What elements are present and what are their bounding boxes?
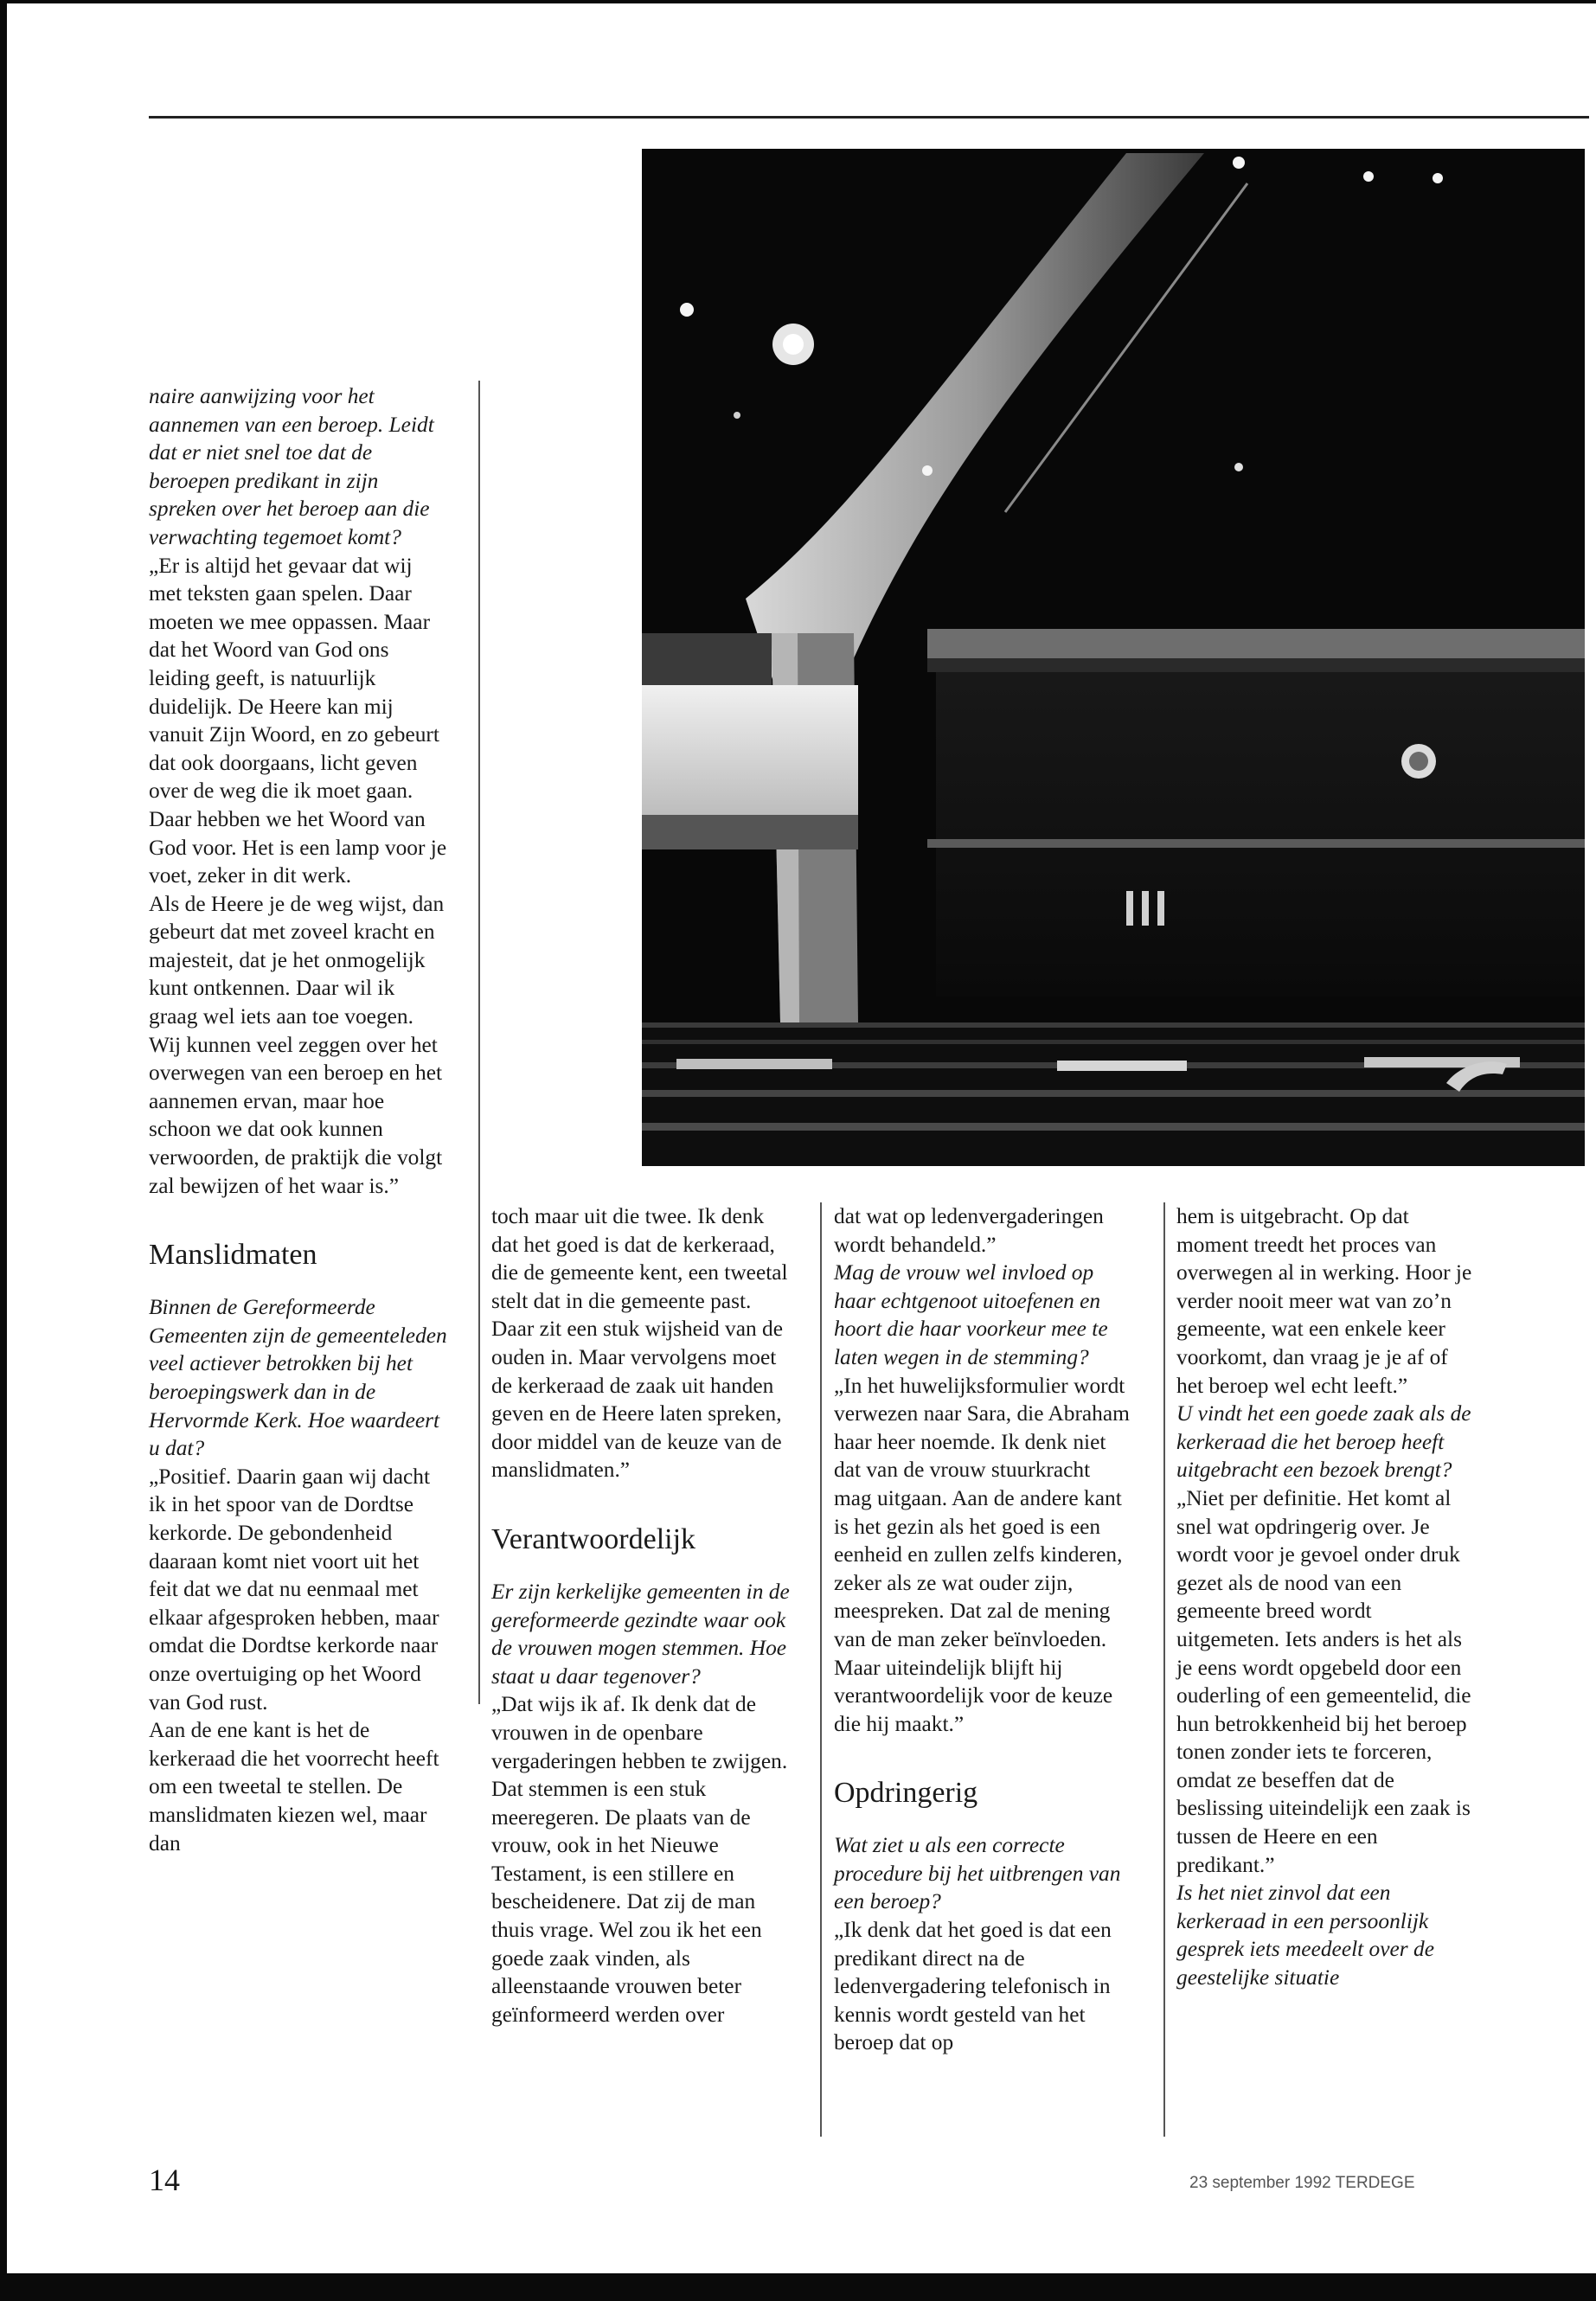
- answer-paragraph: Als de Heere je de weg wijst, dan gebeurt dat met zoveel kracht en majesteit, dat je het onmogelijk kunt ontkennen. Daar wil ik graag wel iets aan toe voegen. Wij kunnen veel zeggen over het overwegen van een beroep en het aannemen ervan, maar hoe schoon we dat ook kunnen verwoorden, de praktijk die volgt zal bewijzen of het waar is.”: [149, 891, 445, 1198]
- scan-edge-bottom: [0, 2273, 1596, 2301]
- section-heading: Manslidmaten: [149, 1239, 317, 1272]
- column-divider: [1163, 1202, 1165, 2137]
- answer-paragraph: „Dat wijs ik af. Ik denk dat de vrouwen in de openbare vergaderingen hebben te zwijgen. Dat stemmen is een stuk meeregeren. De plaats van de vrouw, ook in het Nieuwe Testament, is een stillere en bescheidenere. Dat zij de man thuis vrage. Wel zou ik het een goede zaak vinden, als alleenstaande vrouwen beter geïnformeerd werden over: [491, 1692, 788, 2027]
- question: U vindt het een goede zaak als de kerkeraad die het beroep heeft uitgebracht een bezoek brengt?: [1176, 1401, 1471, 1483]
- section-heading: Verantwoordelijk: [491, 1522, 696, 1555]
- question: Binnen de Gereformeerde Gemeenten zijn de gemeenteleden veel actiever betrokken bij het beroepingswerk dan in de Hervormde Kerk. Hoe waardeert u dat?: [149, 1295, 447, 1461]
- church-interior-illustration: [642, 149, 1585, 1166]
- scan-edge-left: [0, 0, 7, 2301]
- text-column-1: [149, 382, 447, 1857]
- section-heading: Opdringerig: [834, 1777, 978, 1810]
- text-column-2: [491, 1202, 790, 2029]
- question: Mag de vrouw wel invloed op haar echtgenoot uitoefenen en hoort die haar voorkeur mee te laten wegen in de stemming?: [834, 1260, 1108, 1369]
- column-divider: [478, 381, 480, 1704]
- answer-paragraph: „In het huwelijksformulier wordt verwezen naar Sara, die Abraham haar heer noemde. Ik denk niet dat van de vrouw stuurkracht mag uitgaan. Aan de andere kant is het gezin als het goed is een eenheid en zullen zelfs kinderen, zeker als ze wat ouder zijn, meespreken. Dat zal de mening van de man zeker beïnvloeden. Maar uiteindelijk blijft hij verantwoordelijk voor de keuze die hij maakt.”: [834, 1373, 1130, 1736]
- answer-paragraph: „Er is altijd het gevaar dat wij met teksten gaan spelen. Daar moeten we mee oppassen. Maar dat het Woord van God ons leiding geeft, is natuurlijk duidelijk. De Heere kan mij vanuit Zijn Woord, en zo gebeurt dat ook doorgaans, licht geven over de weg die ik moet gaan. Daar hebben we het Woord van God voor. Het is een lamp voor je voet, zeker in dit werk.: [149, 553, 447, 888]
- answer-paragraph: Aan de ene kant is het de kerkeraad die het voorrecht heeft om een tweetal te stellen. De manslidmaten kiezen wel, maar dan: [149, 1718, 439, 1856]
- question: Wat ziet u als een correcte procedure bij het uitbrengen van een beroep?: [834, 1833, 1121, 1914]
- answer-paragraph: hem is uitgebracht. Op dat moment treedt het proces van overwegen al in werking. Hoor je verder nooit meer wat van zo’n gemeente, wat een enkele keer voorkomt, dan vraag je je af of het beroep wel echt leeft.”: [1176, 1204, 1472, 1398]
- answer-paragraph: toch maar uit die twee. Ik denk dat het goed is dat de kerkeraad, die de gemeente kent, een tweetal stelt dat in die gemeente past. Daar zit een stuk wijsheid van de ouden in. Maar vervolgens moet de kerkeraad de zaak uit handen geven en de Heere laten spreken, door middel van de keuze van de manslidmaten.”: [491, 1204, 788, 1483]
- text-column-4: [1176, 1202, 1475, 1992]
- answer-paragraph: „Ik denk dat het goed is dat een predikant direct na de ledenvergadering telefonisch in kennis wordt gesteld van het beroep dat op: [834, 1918, 1112, 2055]
- church-interior-photo: [642, 149, 1585, 1166]
- page-number: 14: [149, 2163, 180, 2197]
- question: Er zijn kerkelijke gemeenten in de gereformeerde gezindte waar ook de vrouwen mogen stemmen. Hoe staat u daar tegenover?: [491, 1579, 790, 1689]
- answer-paragraph: dat wat op ledenvergaderingen wordt behandeld.”: [834, 1204, 1104, 1257]
- text-column-3: [834, 1202, 1132, 2057]
- issue-date-footer: 23 september 1992 TERDEGE: [1189, 2174, 1415, 2192]
- column-divider: [820, 1202, 822, 2137]
- answer-paragraph: „Positief. Daarin gaan wij dacht ik in het spoor van de Dordtse kerkorde. De gebondenheid daaraan komt niet voort uit het feit dat we dat nu eenmaal met elkaar afgesproken hebben, maar omdat die Dordtse kerkorde naar onze overtuiging op het Woord van God rust.: [149, 1464, 439, 1715]
- scan-edge-top: [0, 0, 1596, 3]
- answer-paragraph: „Niet per definitie. Het komt al snel wat opdringerig over. Je wordt voor je gevoel onder druk gezet als de nood van een gemeente breed wordt uitgemeten. Iets anders is het als je eens wordt opgebeld door een ouderling of een gemeentelid, die hun betrokkenheid bij het beroep tonen zonder iets te forceren, omdat ze beseffen dat de beslissing uiteindelijk een zaak is tussen de Heere en een predikant.”: [1176, 1485, 1471, 1877]
- question: naire aanwijzing voor het aannemen van een beroep. Leidt dat er niet snel toe dat de beroepen predikant in zijn spreken over het beroep aan die verwachting tegemoet komt?: [149, 384, 434, 549]
- question: Is het niet zinvol dat een kerkeraad in een persoonlijk gesprek iets meedeelt over de geestelijke situatie: [1176, 1881, 1434, 1990]
- header-rule: [149, 116, 1589, 119]
